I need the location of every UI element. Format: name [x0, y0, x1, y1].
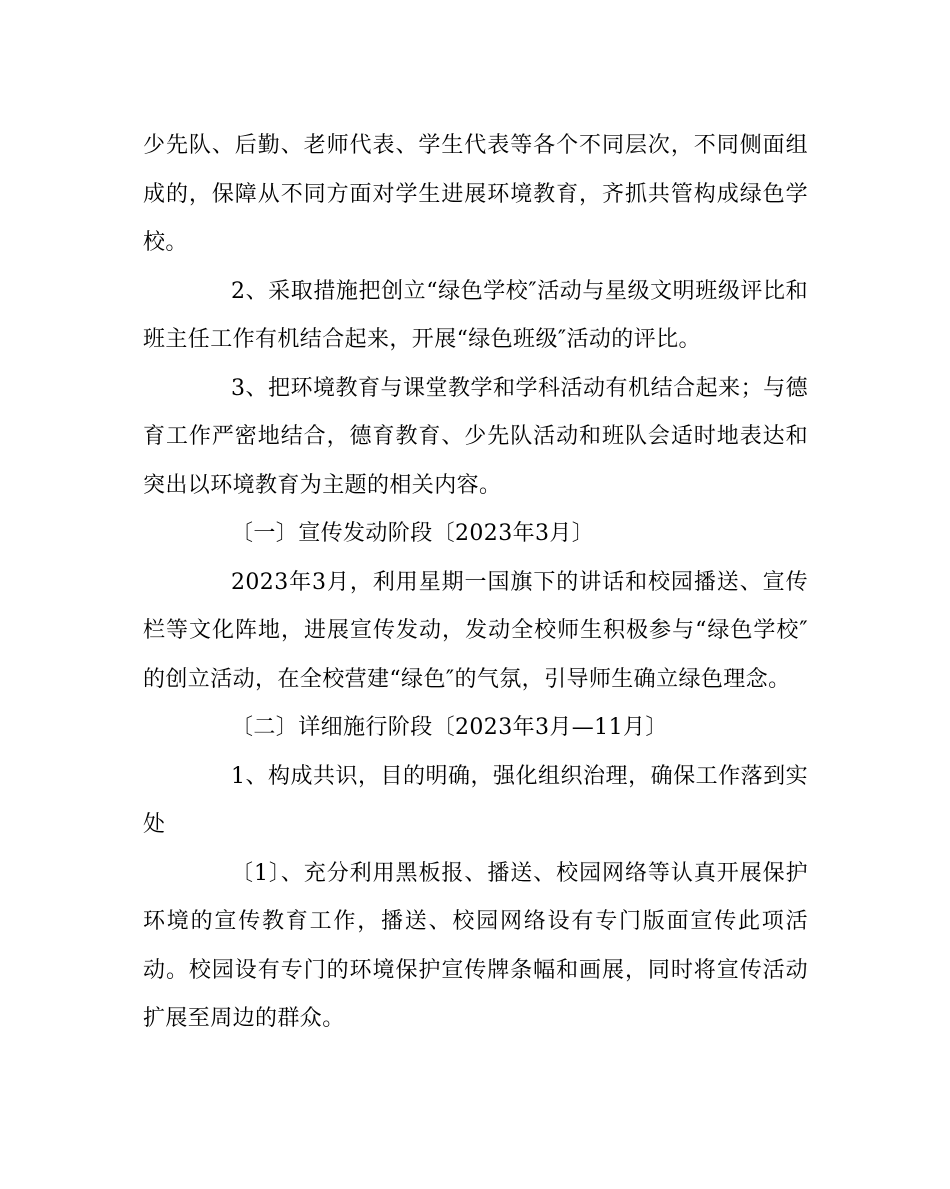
section-heading-implementation-stage: 〔二〕详细施行阶段〔2023年3月—11月〕 [231, 715, 668, 740]
paragraph-publicity-details: 2023年3月，利用星期一国旗下的讲话和校园播送、宣传栏等文化阵地，进展宣传发动，发动全校师生积极参与“绿色学校″的创立活动，在全校营建“绿色″的气氛，引导师生确立绿色理念。 [143, 569, 808, 692]
paragraph-implementation-item-1: 〔1〕、充分利用黑板报、播送、校园网络等认真开展保护环境的宣传教育工作，播送、校园网络设有专门版面宣传此项活动。校园设有专门的环境保护宣传牌条幅和画展，同时将宣传活动扩展至周边的群众。 [143, 860, 808, 1031]
section-heading-publicity-stage: 〔一〕宣传发动阶段〔2023年3月〕 [231, 521, 595, 546]
paragraph-organization-levels: 少先队、后勤、老师代表、学生代表等各个不同层次，不同侧面组成的，保障从不同方面对学生进展环境教育，齐抓共管构成绿色学校。 [143, 133, 808, 255]
paragraph-measure-2: 2、采取措施把创立“绿色学校″活动与星级文明班级评比和班主任工作有机结合起来，开展“绿色班级″活动的评比。 [143, 278, 808, 352]
document-body [143, 122, 808, 1044]
paragraph-measure-3: 3、把环境教育与课堂教学和学科活动有机结合起来；与德育工作严密地结合，德育教育、少先队活动和班队会适时地表达和突出以环境教育为主题的相关内容。 [143, 375, 808, 498]
paragraph-implementation-point-1: 1、构成共识，目的明确，强化组织治理，确保工作落到实处 [143, 763, 808, 837]
